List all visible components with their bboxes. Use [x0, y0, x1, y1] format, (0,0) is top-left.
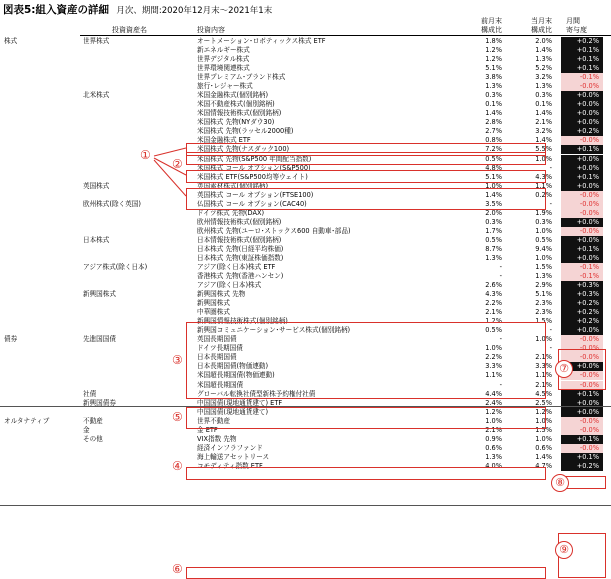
asset-name-cell: 新興国コミュニケーション･サービス株式(個別銘柄): [197, 326, 351, 335]
curr-weight-cell: 1.0%: [535, 154, 552, 163]
asset-name-cell: 米国株式 先物(ナスダック100): [197, 145, 290, 154]
prev-weight-cell: 0.5%: [485, 326, 502, 335]
curr-weight-cell: 9.4%: [535, 244, 552, 253]
contribution-cell: +0.2%: [561, 127, 603, 136]
prev-weight-cell: 0.3%: [485, 217, 502, 226]
curr-weight-cell: 2.3%: [535, 308, 552, 317]
prev-weight-cell: 0.3%: [485, 91, 502, 100]
prev-weight-cell: 4.8%: [485, 163, 502, 172]
prev-weight-cell: 3.3%: [485, 362, 502, 371]
asset-name-cell: 米国株式 コール オプション(S&P500): [197, 163, 311, 172]
contribution-cell: -0.0%: [561, 200, 603, 209]
contribution-cell: +0.0%: [561, 109, 603, 118]
asset-name-cell: 米国金融株式(個別銘柄): [197, 91, 269, 100]
sub-category-cell: 新興国債券: [83, 398, 116, 407]
header-curr-b: 構成比: [531, 26, 552, 34]
prev-weight-cell: 8.7%: [485, 244, 502, 253]
sub-category-cell: 北米株式: [83, 91, 110, 100]
sub-category-cell: アジア株式(除く日本): [83, 263, 148, 271]
prev-weight-cell: 2.0%: [485, 208, 502, 217]
contribution-cell: +0.3%: [561, 290, 603, 299]
curr-weight-cell: 4.7%: [535, 461, 552, 470]
curr-weight-cell: 5.2%: [535, 64, 552, 73]
contribution-cell: +0.1%: [561, 390, 603, 399]
curr-weight-cell: 2.1%: [535, 353, 552, 362]
curr-weight-cell: 1.1%: [535, 181, 552, 190]
header-contrib-b: 寄与度: [566, 26, 587, 34]
asset-name-cell: 欧州情報技術株式(個別銘柄): [197, 217, 282, 226]
prev-weight-cell: 0.5%: [485, 154, 502, 163]
contribution-cell: +0.0%: [561, 155, 603, 164]
curr-weight-cell: 1.5%: [535, 263, 552, 271]
contribution-cell: +0.0%: [561, 218, 603, 227]
contribution-cell: +0.2%: [561, 308, 603, 317]
asset-name-cell: 日本株式 先物(東証株価指数): [197, 253, 284, 262]
curr-weight-cell: 2.5%: [535, 398, 552, 407]
asset-name-cell: 中国国債(現地通貨建て) ETF: [197, 398, 283, 407]
prev-weight-cell: 1.0%: [485, 344, 502, 353]
curr-weight-cell: 3.2%: [535, 127, 552, 136]
asset-name-cell: 米国金融株式 ETF: [197, 136, 251, 145]
contribution-cell: +0.3%: [561, 281, 603, 290]
marker-6: ⑥: [172, 562, 183, 576]
contribution-cell: -0.0%: [561, 227, 603, 236]
asset-name-cell: 米国情報技術株式(個別銘柄): [197, 109, 282, 118]
prev-weight-cell: 1.4%: [485, 109, 502, 118]
prev-weight-cell: 2.7%: [485, 127, 502, 136]
asset-name-cell: 海上輸送アセットリース: [197, 452, 270, 461]
sub-category-cell: 英国株式: [83, 181, 110, 190]
contribution-cell: +0.0%: [561, 236, 603, 245]
asset-name-cell: 米国不動産株式(個別銘柄): [197, 100, 275, 109]
prev-weight-cell: -: [499, 380, 502, 389]
sub-category-cell: 新興国株式: [83, 290, 116, 299]
prev-weight-cell: 4.4%: [485, 389, 502, 398]
marker-7: ⑦: [555, 360, 573, 378]
marker-9: ⑨: [555, 541, 573, 559]
contribution-cell: -0.0%: [561, 209, 603, 218]
curr-weight-cell: 1.4%: [535, 136, 552, 145]
prev-weight-cell: 4.3%: [485, 290, 502, 299]
curr-weight-cell: 4.3%: [535, 172, 552, 181]
contribution-cell: -0.0%: [561, 82, 603, 91]
asset-name-cell: VIX指数 先物: [197, 434, 237, 443]
contribution-cell: +0.0%: [561, 164, 603, 173]
contribution-cell: +0.1%: [561, 453, 603, 462]
contribution-cell: +0.0%: [561, 408, 603, 417]
asset-name-cell: 中華圏株式: [197, 308, 230, 317]
contribution-cell: +0.0%: [561, 182, 603, 191]
contribution-cell: +0.0%: [561, 118, 603, 127]
prev-weight-cell: 1.0%: [485, 416, 502, 425]
sub-category-cell: 欧州株式(除く英国): [83, 199, 141, 208]
curr-weight-cell: 2.1%: [535, 118, 552, 127]
prev-weight-cell: 0.1%: [485, 100, 502, 109]
asset-name-cell: 日本長期国債(物価連動): [197, 362, 269, 371]
asset-name-cell: 旅行･レジャー株式: [197, 82, 253, 91]
sub-category-cell: 世界株式: [83, 37, 110, 45]
asset-name-cell: ドイツ長期国債: [197, 344, 243, 353]
prev-weight-cell: -: [499, 272, 502, 281]
curr-weight-cell: -: [549, 344, 552, 353]
marker-5: ⑤: [172, 410, 183, 424]
curr-weight-cell: 1.4%: [535, 452, 552, 461]
asset-name-cell: 米国株式 ETF(S&P500均等ウェイト): [197, 172, 308, 181]
curr-weight-cell: 0.3%: [535, 91, 552, 100]
asset-name-cell: 日本株式 先物(日経平均株価): [197, 244, 284, 253]
prev-weight-cell: 1.3%: [485, 452, 502, 461]
asset-name-cell: 世界不動産: [197, 416, 230, 425]
prev-weight-cell: -: [499, 263, 502, 271]
curr-weight-cell: 0.5%: [535, 235, 552, 244]
contribution-cell: -0.1%: [561, 73, 603, 82]
prev-weight-cell: 5.1%: [485, 172, 502, 181]
asset-name-cell: 世界プレミアム･ブランド株式: [197, 73, 286, 82]
curr-weight-cell: 0.1%: [535, 100, 552, 109]
prev-weight-cell: 1.2%: [485, 55, 502, 64]
curr-weight-cell: 1.4%: [535, 109, 552, 118]
curr-weight-cell: -: [549, 163, 552, 172]
curr-weight-cell: 2.9%: [535, 281, 552, 290]
prev-weight-cell: -: [499, 335, 502, 344]
prev-weight-cell: 0.6%: [485, 443, 502, 452]
curr-weight-cell: 3.2%: [535, 73, 552, 82]
contribution-cell: +0.2%: [561, 317, 603, 326]
asset-name-cell: 英国株式 コール オプション(FTSE100): [197, 190, 314, 199]
curr-weight-cell: 1.9%: [535, 208, 552, 217]
contribution-cell: +0.1%: [561, 64, 603, 73]
curr-weight-cell: 0.3%: [535, 217, 552, 226]
curr-weight-cell: 2.0%: [535, 37, 552, 45]
prev-weight-cell: 1.8%: [485, 37, 502, 45]
contribution-cell: +0.0%: [561, 399, 603, 408]
contribution-cell: +0.1%: [561, 245, 603, 254]
contribution-cell: +0.2%: [561, 299, 603, 308]
marker-4: ④: [172, 459, 183, 473]
contribution-cell: +0.2%: [561, 37, 603, 46]
asset-name-cell: 仏国株式 コール オプション(CAC40): [197, 199, 307, 208]
asset-name-cell: 世界デジタル株式: [197, 55, 250, 64]
asset-name-cell: コモディティ指数 ETF: [197, 461, 263, 470]
asset-name-cell: 米国超長期国債: [197, 380, 244, 389]
prev-weight-cell: 1.2%: [485, 317, 502, 326]
asset-name-cell: アジア(除く日本)株式: [197, 281, 262, 290]
asset-name-cell: ドイツ株式 先物(DAX): [197, 208, 265, 217]
sub-category-cell: その他: [83, 434, 103, 443]
curr-weight-cell: 1.5%: [535, 317, 552, 326]
contribution-cell: -0.0%: [561, 381, 603, 390]
contribution-cell: +0.0%: [561, 254, 603, 263]
asset-name-cell: 新エネルギー株式: [197, 46, 250, 55]
contribution-cell: -0.0%: [561, 344, 603, 353]
curr-weight-cell: 2.1%: [535, 380, 552, 389]
curr-weight-cell: -: [549, 199, 552, 208]
sub-category-cell: 社債: [83, 389, 97, 398]
asset-name-cell: 世界環境関連株式: [197, 64, 250, 73]
contribution-cell: -0.0%: [561, 335, 603, 344]
prev-weight-cell: 1.2%: [485, 407, 502, 416]
curr-weight-cell: 1.3%: [535, 272, 552, 281]
asset-name-cell: 英国素材株式(個別銘柄): [197, 181, 269, 190]
title-main: 図表5:組入資産の詳細: [3, 4, 110, 16]
header-prev-a: 前月末: [481, 17, 502, 25]
contribution-cell: -0.0%: [561, 353, 603, 362]
contribution-cell: +0.0%: [561, 91, 603, 100]
asset-name-cell: 米国株式 先物(NYダウ30): [197, 118, 275, 127]
curr-weight-cell: 1.0%: [535, 416, 552, 425]
contribution-cell: +0.1%: [561, 55, 603, 64]
prev-weight-cell: 1.3%: [485, 82, 502, 91]
asset-name-cell: 欧州株式 先物(ユーロ･ストックス600 自動車･部品): [197, 226, 351, 235]
asset-name-cell: 金 ETF: [197, 425, 218, 434]
contribution-cell: -0.1%: [561, 263, 603, 272]
marker-1: ①: [140, 148, 151, 162]
header-curr-a: 当月末: [531, 17, 552, 25]
category-cell: 債券: [4, 335, 18, 344]
title-subtitle: 月次、期間:2020年12月末～2021年1末: [116, 6, 273, 16]
curr-weight-cell: 0.6%: [535, 443, 552, 452]
curr-weight-cell: 4.5%: [535, 389, 552, 398]
curr-weight-cell: 1.0%: [535, 226, 552, 235]
sub-category-cell: 金: [83, 425, 90, 434]
prev-weight-cell: 1.4%: [485, 190, 502, 199]
prev-weight-cell: 2.8%: [485, 118, 502, 127]
prev-weight-cell: 1.7%: [485, 226, 502, 235]
asset-name-cell: オートメーション･ロボティックス株式 ETF: [197, 37, 326, 45]
contribution-cell: +0.0%: [561, 362, 603, 371]
prev-weight-cell: 7.2%: [485, 145, 502, 154]
prev-weight-cell: 2.6%: [485, 281, 502, 290]
curr-weight-cell: 1.4%: [535, 46, 552, 55]
contribution-cell: +0.0%: [561, 100, 603, 109]
contribution-cell: +0.0%: [561, 326, 603, 335]
asset-name-cell: 新興国株式 先物: [197, 290, 246, 299]
asset-name-cell: 日本長期国債: [197, 353, 237, 362]
asset-name-cell: 経済インフラファンド: [197, 443, 263, 452]
asset-name-cell: 米国株式 先物(ラッセル2000種): [197, 127, 294, 136]
contribution-cell: +0.1%: [561, 46, 603, 55]
prev-weight-cell: 1.3%: [485, 253, 502, 262]
prev-weight-cell: 2.4%: [485, 398, 502, 407]
asset-name-cell: 米国株式 先物(S&P500 年間配当指数): [197, 154, 312, 163]
prev-weight-cell: 2.2%: [485, 299, 502, 308]
prev-weight-cell: 2.1%: [485, 308, 502, 317]
marker-2: ②: [172, 157, 183, 171]
curr-weight-cell: 1.0%: [535, 335, 552, 344]
sub-category-cell: 日本株式: [83, 235, 110, 244]
prev-weight-cell: 3.5%: [485, 199, 502, 208]
curr-weight-cell: 1.5%: [535, 425, 552, 434]
contribution-cell: -0.0%: [561, 426, 603, 435]
curr-weight-cell: 1.0%: [535, 434, 552, 443]
marker-8: ⑧: [551, 474, 569, 492]
sub-category-cell: 不動産: [83, 416, 103, 425]
asset-name-cell: 香港株式 先物(香港ハンセン): [197, 272, 284, 281]
sub-category-cell: 先進国国債: [83, 335, 116, 344]
contribution-cell: -0.0%: [561, 136, 603, 145]
contribution-cell: -0.1%: [561, 272, 603, 281]
contribution-cell: +0.1%: [561, 435, 603, 444]
category-cell: 株式: [4, 37, 18, 45]
curr-weight-cell: 5.5%: [535, 145, 552, 154]
header-asset-name: 投資資産名: [112, 26, 147, 34]
asset-name-cell: 米国超長期国債(物価連動): [197, 371, 275, 380]
curr-weight-cell: 0.2%: [535, 190, 552, 199]
prev-weight-cell: 0.5%: [485, 235, 502, 244]
contribution-cell: +0.1%: [561, 173, 603, 182]
category-cell: オルタナティブ: [4, 416, 50, 425]
contribution-cell: -0.0%: [561, 371, 603, 380]
asset-name-cell: 日本情報技術株式(個別銘柄): [197, 235, 282, 244]
curr-weight-cell: 5.1%: [535, 290, 552, 299]
curr-weight-cell: 1.3%: [535, 82, 552, 91]
header-prev-b: 構成比: [481, 26, 502, 34]
prev-weight-cell: 2.1%: [485, 425, 502, 434]
prev-weight-cell: 1.2%: [485, 46, 502, 55]
contribution-cell: -0.0%: [561, 191, 603, 200]
prev-weight-cell: 2.2%: [485, 353, 502, 362]
curr-weight-cell: 3.3%: [535, 362, 552, 371]
prev-weight-cell: 1.0%: [485, 181, 502, 190]
prev-weight-cell: 4.0%: [485, 461, 502, 470]
prev-weight-cell: 0.9%: [485, 434, 502, 443]
curr-weight-cell: 1.1%: [535, 371, 552, 380]
curr-weight-cell: 1.3%: [535, 55, 552, 64]
curr-weight-cell: 1.0%: [535, 253, 552, 262]
header-content: 投資内容: [197, 26, 225, 34]
prev-weight-cell: 5.1%: [485, 64, 502, 73]
asset-name-cell: 中国国債(現地通貨建て): [197, 407, 269, 416]
asset-name-cell: 新興国株式: [197, 299, 230, 308]
curr-weight-cell: 2.3%: [535, 299, 552, 308]
contribution-cell: +0.1%: [561, 145, 603, 154]
prev-weight-cell: 3.8%: [485, 73, 502, 82]
asset-name-cell: アジア(除く日本)株式 ETF: [197, 263, 276, 271]
asset-name-cell: グローバル転換社債型新株予約権付社債: [197, 389, 316, 398]
curr-weight-cell: 1.2%: [535, 407, 552, 416]
marker-3: ③: [172, 353, 183, 367]
header-contrib-a: 月間: [566, 17, 580, 25]
prev-weight-cell: 0.8%: [485, 136, 502, 145]
contribution-cell: -0.0%: [561, 417, 603, 426]
asset-name-cell: 新興国情報技術株式(個別銘柄): [197, 317, 288, 326]
curr-weight-cell: -: [549, 326, 552, 335]
contribution-cell: -0.0%: [561, 444, 603, 453]
asset-name-cell: 英国長期国債: [197, 335, 237, 344]
contribution-cell: +0.2%: [561, 462, 603, 471]
prev-weight-cell: 1.1%: [485, 371, 502, 380]
